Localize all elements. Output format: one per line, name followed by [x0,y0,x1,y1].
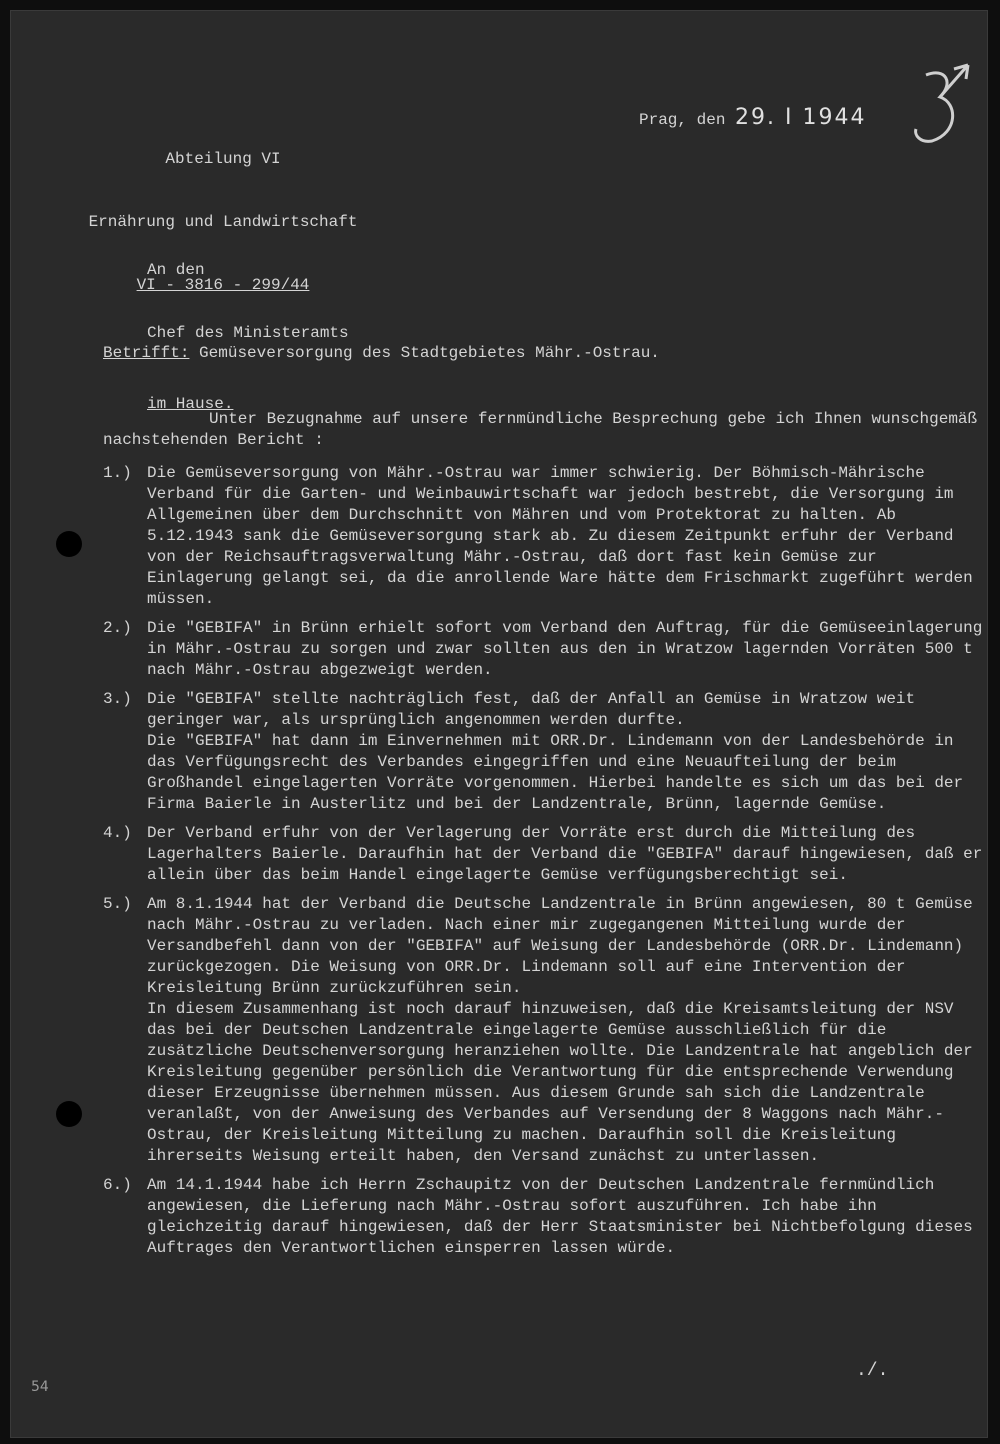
item-number: 4.) [103,824,132,842]
subject-line [103,344,660,362]
document-page [10,10,988,1438]
item-text: Die "GEBIFA" stellte nachträglich fest, daß der Anfall an Gemüse in Wratzow weit geringer war, als ursprünglich angenommen werden durfte. [147,690,916,729]
recipient-line: Chef des Ministeramts [147,324,349,342]
item-number: 1.) [103,464,132,482]
handwritten-mark-icon [896,63,976,163]
item-number: 5.) [103,895,132,913]
department-subline: Ernährung und Landwirtschaft [88,213,358,231]
recipient-line: An den [147,261,205,279]
item-text: Der Verband erfuhr von der Verlagerung der Vorräte erst durch die Mitteilung des Lagerhalters Baierle. Daraufhin hat der Verband die "GEBIFA" darauf hingewiesen, daß er allein über das beim Handel eingelagerte Gemüse verfügungsberechtigt sei. [147,824,983,884]
list-item [103,823,983,886]
page-number: 54 [31,1379,49,1395]
list-item [103,689,983,815]
intro-paragraph: Unter Bezugnahme auf unsere fernmündliche Besprechung gebe ich Ihnen wunschgemäß nachstehenden Bericht : [103,410,978,449]
list-item [103,1175,983,1259]
place: Prag, den [639,111,726,129]
item-text-continued: In diesem Zusammenhang ist noch darauf hinzuweisen, daß die Kreisamtsleitung der NSV das bei der Deutschen Landzentrale eingelagerte Gemüse ausschließlich für die zusätzliche Deutschenversorgung heranziehen wollte. Die Landzentrale hat angeblich der Kreisleitung gegenüber persönlich die Verantwortung für die entsprechende Verwendung dieser Erzeugnisse übernehmen müssen. Aus diesem Grunde sah sich die Landzentrale veranlaßt, von der Anweisung des Verbandes auf Versendung der 8 Waggons nach Mähr.-Ostrau, der Kreisleitung Mitteilung zu machen. Daraufhin soll die Kreisleitung ihrerseits Weisung erteilt haben, den Versand zunächst zu unterlassen. [147,1000,973,1165]
list-item [103,618,983,681]
list-item [103,463,983,610]
file-reference: VI - 3816 - 299/44 [136,276,310,294]
item-text: Die "GEBIFA" in Brünn erhielt sofort vom Verband den Auftrag, für die Gemüseeinlagerung in Mähr.-Ostrau zu sorgen und zwar sollten aus den in Wratzow lagernden Vorräten 500 t nach Mähr.-Ostrau abgezweigt werden. [147,619,983,679]
list-item [103,894,983,1167]
place-date [639,107,866,131]
item-text: Am 8.1.1944 hat der Verband die Deutsche Landzentrale in Brünn angewiesen, 80 t Gemüse nach Mähr.-Ostrau zu verladen. Nach einer mir zugegangenen Mitteilung wurde der Versandbefehl dann von der "GEBIFA" auf Weisung der Landesbehörde (ORR.Dr. Lindemann) zurückgezogen. Die Weisung von ORR.Dr. Lindemann soll auf eine Intervention der Kreisleitung Brünn zurückzuführen sein. [147,895,973,997]
item-text-continued: Die "GEBIFA" hat dann im Einvernehmen mit ORR.Dr. Lindemann von der Landesbehörde in das Verfügungsrecht des Verbandes eingegriffen und eine Neuaufteilung der beim Großhandel eingelagerten Vorräte vorgenommen. Hierbei handelte es sich um das bei der Firma Baierle in Austerlitz und bei der Landzentrale, Brünn, lagernde Gemüse. [147,732,964,813]
item-text: Am 14.1.1944 habe ich Herrn Zschaupitz von der Deutschen Landzentrale fernmündlich angewiesen, die Lieferung nach Mähr.-Ostrau sofort auszuführen. Ich habe ihn gleichzeitig darauf hingewiesen, daß der Herr Staatsminister bei Nichtbefolgung dieses Auftrages den Verantwortlichen einsperren lassen würde. [147,1176,973,1257]
item-number: 6.) [103,1176,132,1194]
item-number: 2.) [103,619,132,637]
handwritten-date: 29. I 1944 [735,105,867,130]
department-line: Abteilung VI [165,150,281,168]
subject-text: Gemüseversorgung des Stadtgebietes Mähr.-Ostrau. [199,344,660,362]
punch-hole [56,531,82,557]
item-text: Die Gemüseversorgung von Mähr.-Ostrau war immer schwierig. Der Böhmisch-Mährische Verband für die Garten- und Weinbauwirtschaft war jedoch bestrebt, die Versorgung im Allgemeinen über dem Durchschnitt von Mähren und vom Protektorat zu halten. Ab 5.12.1943 sank die Gemüseversorgung stark ab. Zu diesem Zeitpunkt erfuhr der Verband von der Reichsauftragsverwaltung Mähr.-Ostrau, daß dort fast kein Gemüse zur Einlagerung gelangt sei, da die anrollende Ware hätte dem Frischmarkt zugeführt werden müssen. [147,464,973,608]
recipient-line: im Hause. [147,395,234,413]
punch-hole [56,1101,82,1127]
subject-label: Betrifft: [103,344,190,362]
letter-body [103,409,983,1267]
item-number: 3.) [103,690,132,708]
continuation-mark: ./. [856,1361,889,1381]
